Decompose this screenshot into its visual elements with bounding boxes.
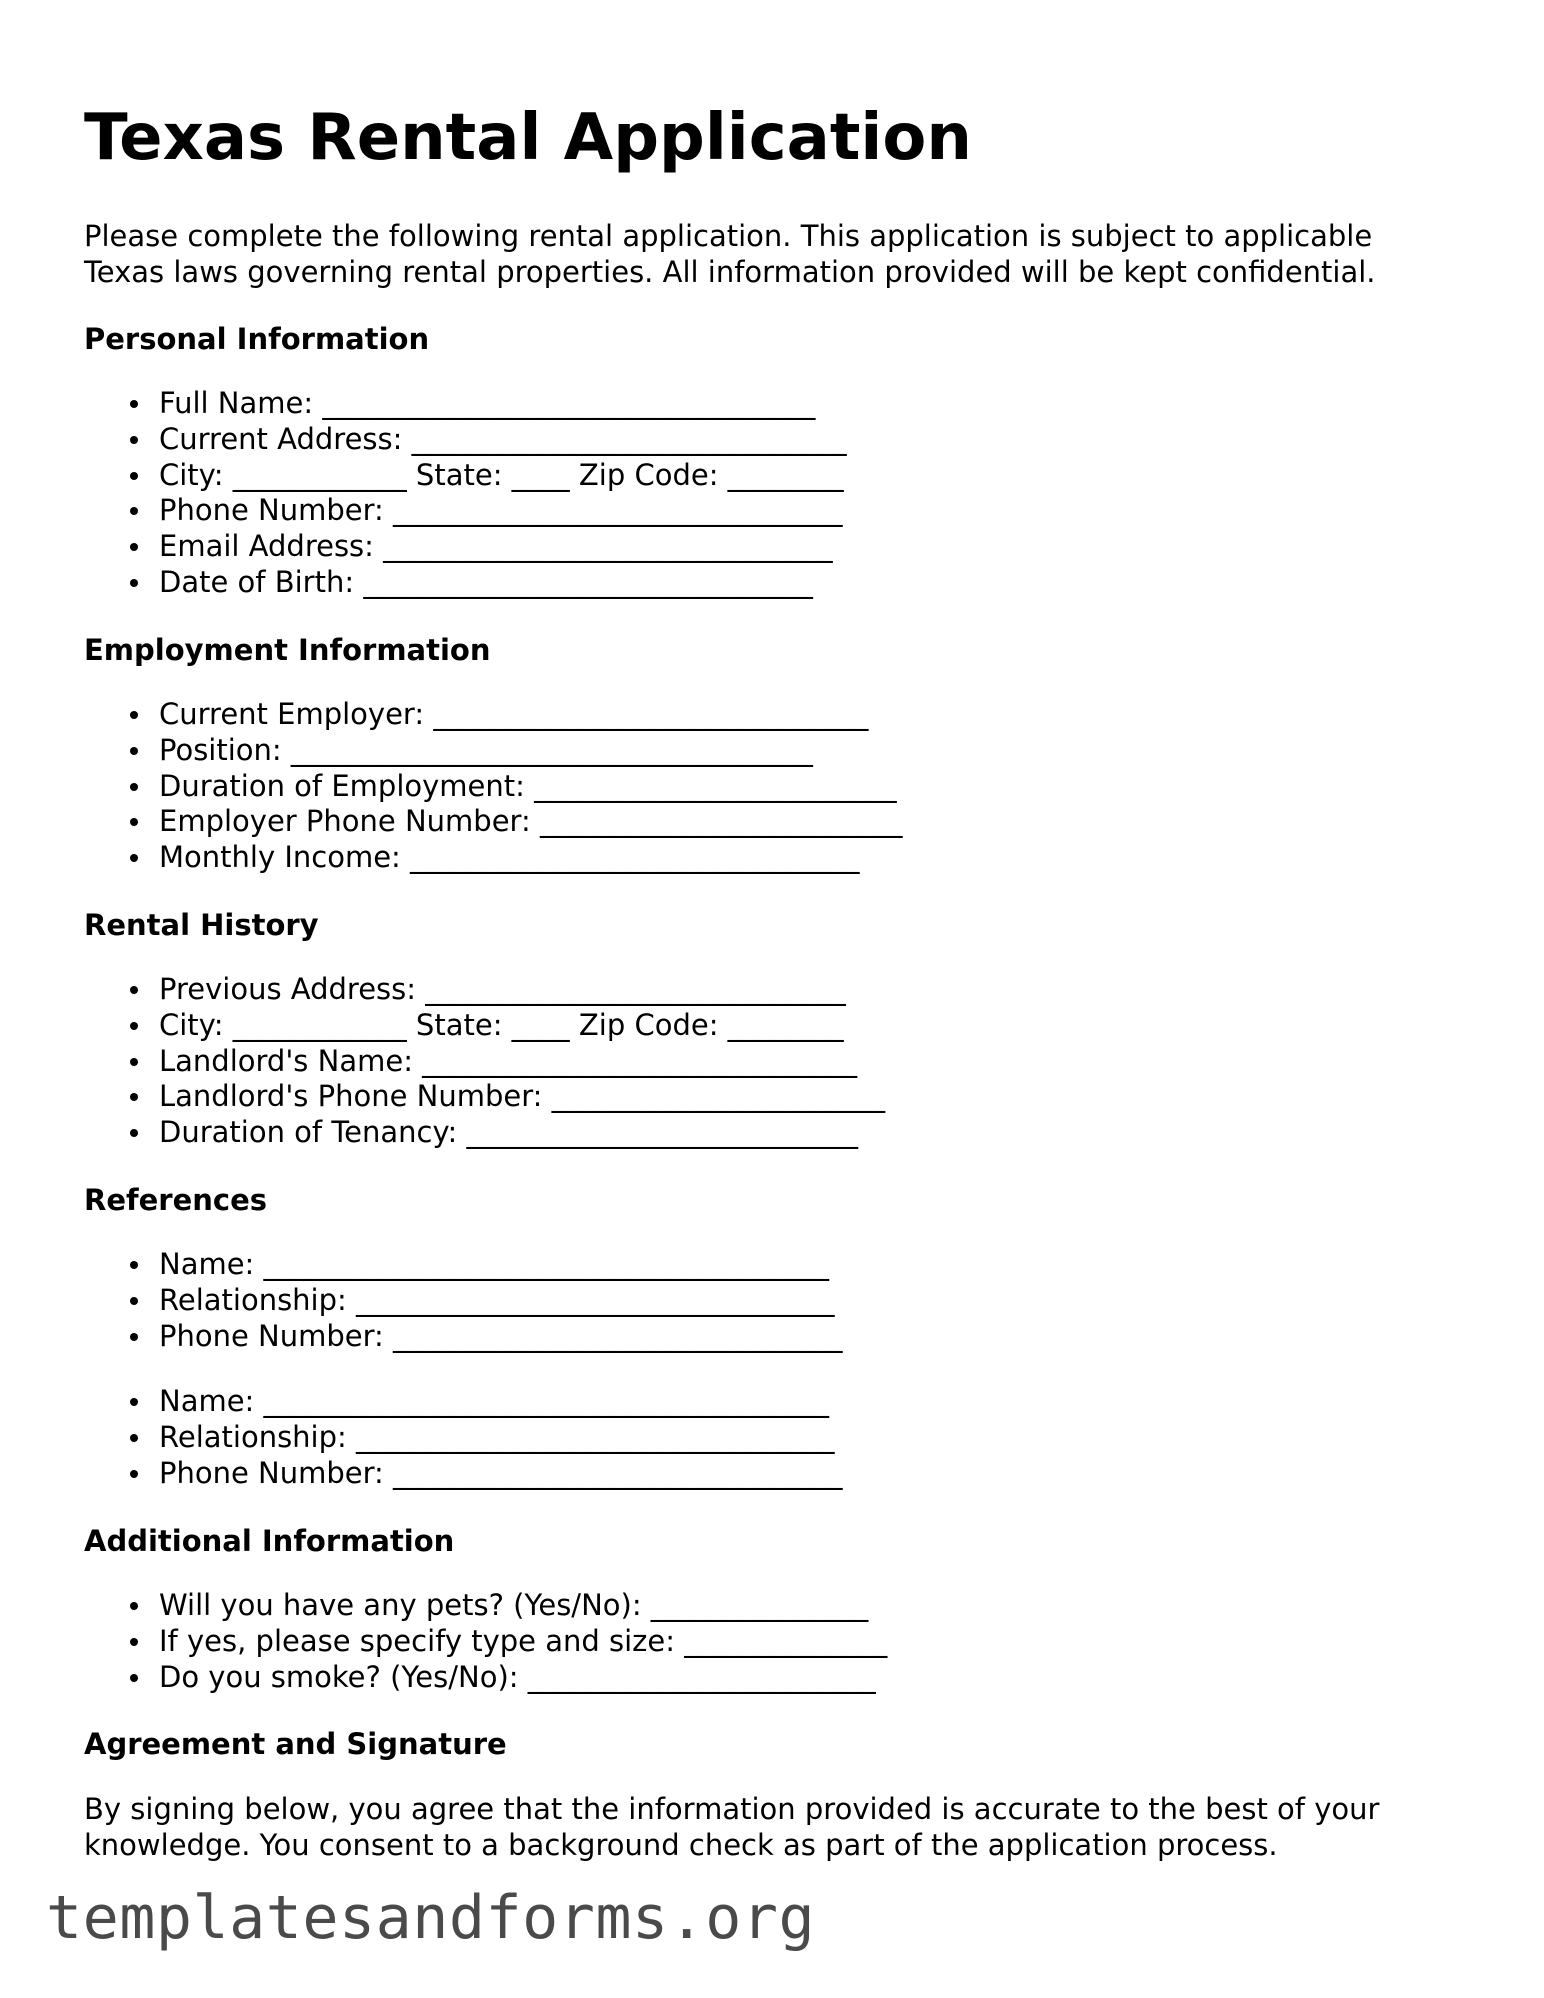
reference-1-list xyxy=(84,1247,1424,1354)
employment-information-section xyxy=(84,632,1424,876)
position-field[interactable]: Position: ____________________________________ xyxy=(159,733,1424,769)
city-state-zip-field[interactable]: City: ____________ State: ____ Zip Code: ________ xyxy=(159,458,1424,494)
reference-relationship-field[interactable]: Relationship: _________________________________ xyxy=(159,1283,1424,1319)
pets-field[interactable]: Will you have any pets? (Yes/No): _______________ xyxy=(159,1588,1424,1624)
reference-2-list xyxy=(84,1384,1424,1491)
references-section xyxy=(84,1182,1424,1492)
intro-paragraph: Please complete the following rental application. This application is subject to applicable Texas laws governing rental properties. All information provided will be kept confidential. xyxy=(84,219,1376,289)
email-address-field[interactable]: Email Address: _______________________________ xyxy=(159,529,1424,565)
duration-of-tenancy-field[interactable]: Duration of Tenancy: ___________________________ xyxy=(159,1115,1424,1151)
personal-information-section xyxy=(84,321,1424,601)
rental-history-section xyxy=(84,907,1424,1151)
smoke-field[interactable]: Do you smoke? (Yes/No): ________________________ xyxy=(159,1660,1424,1696)
section-heading: Additional Information xyxy=(84,1524,455,1558)
reference-name-field[interactable]: Name: _______________________________________ xyxy=(159,1247,1424,1283)
date-of-birth-field[interactable]: Date of Birth: _______________________________ xyxy=(159,565,1424,601)
monthly-income-field[interactable]: Monthly Income: _______________________________ xyxy=(159,840,1424,876)
agreement-text: By signing below, you agree that the information provided is accurate to the best of your knowledge. You consent to a background check as part of the application process. xyxy=(84,1792,1380,1862)
agreement-section xyxy=(84,1726,1424,1863)
section-heading: Personal Information xyxy=(84,322,430,356)
page-title: Texas Rental Application xyxy=(84,101,972,175)
duration-of-employment-field[interactable]: Duration of Employment: _________________________ xyxy=(159,769,1424,805)
section-heading: References xyxy=(84,1183,268,1217)
employer-phone-field[interactable]: Employer Phone Number: _________________________ xyxy=(159,804,1424,840)
reference-phone-field[interactable]: Phone Number: _______________________________ xyxy=(159,1319,1424,1355)
reference-relationship-field[interactable]: Relationship: _________________________________ xyxy=(159,1420,1424,1456)
full-name-field[interactable]: Full Name: __________________________________ xyxy=(159,386,1424,422)
pet-type-size-field[interactable]: If yes, please specify type and size: ______________ xyxy=(159,1624,1424,1660)
field-list xyxy=(84,972,1424,1151)
reference-phone-field[interactable]: Phone Number: _______________________________ xyxy=(159,1456,1424,1492)
reference-name-field[interactable]: Name: _______________________________________ xyxy=(159,1384,1424,1420)
landlord-phone-field[interactable]: Landlord's Phone Number: _______________________ xyxy=(159,1079,1424,1115)
current-employer-field[interactable]: Current Employer: ______________________________ xyxy=(159,697,1424,733)
landlord-name-field[interactable]: Landlord's Name: ______________________________ xyxy=(159,1044,1424,1080)
phone-number-field[interactable]: Phone Number: _______________________________ xyxy=(159,493,1424,529)
section-heading: Rental History xyxy=(84,908,319,942)
section-heading: Agreement and Signature xyxy=(84,1727,507,1761)
city-state-zip-field[interactable]: City: ____________ State: ____ Zip Code: ________ xyxy=(159,1008,1424,1044)
section-heading: Employment Information xyxy=(84,633,491,667)
additional-information-section xyxy=(84,1523,1424,1695)
field-list xyxy=(84,697,1424,876)
current-address-field[interactable]: Current Address: ______________________________ xyxy=(159,422,1424,458)
field-list xyxy=(84,386,1424,601)
watermark: templatesandforms.org xyxy=(46,1883,816,1953)
previous-address-field[interactable]: Previous Address: _____________________________ xyxy=(159,972,1424,1008)
field-list xyxy=(84,1588,1424,1695)
